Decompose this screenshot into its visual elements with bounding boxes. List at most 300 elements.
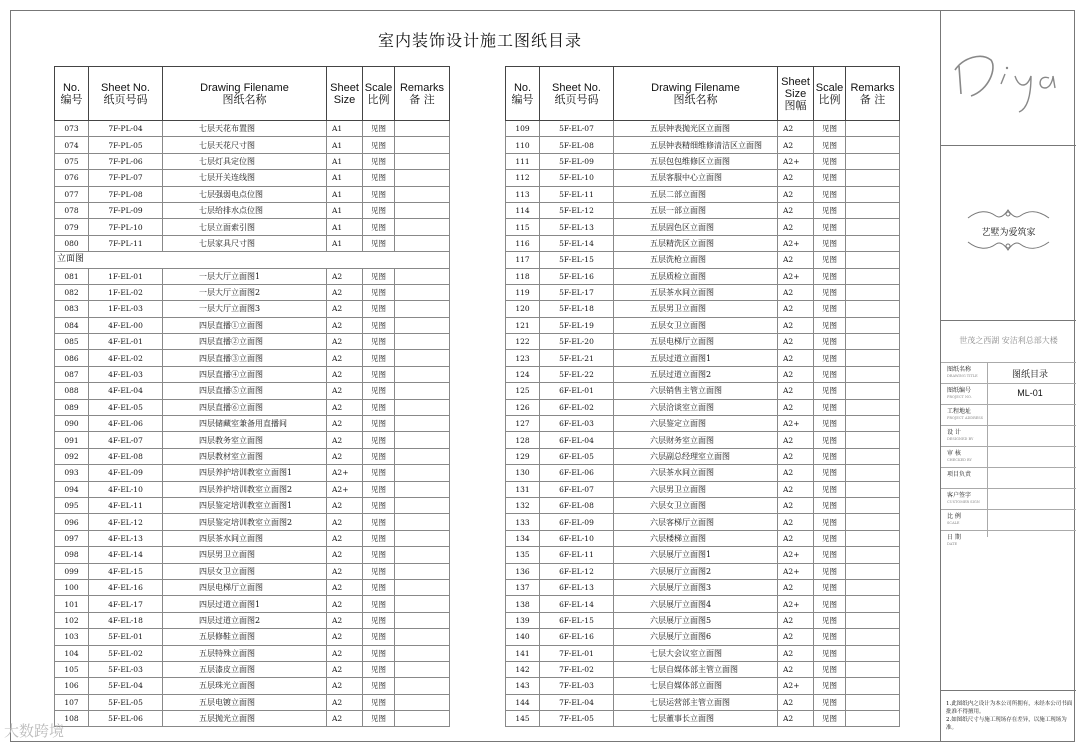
- table-row: [55, 202, 450, 218]
- cell-size: A2+: [778, 596, 814, 612]
- title-block-row: [941, 467, 1076, 488]
- cell-remarks: [395, 694, 450, 710]
- cell-size: A2: [778, 121, 814, 137]
- cell-sheet-no: 4F-EL-16: [89, 579, 163, 595]
- title-block-label-zh: 设 计: [947, 429, 961, 436]
- table-row: [506, 645, 900, 661]
- catalog-body-right: [506, 121, 900, 727]
- cell-scale: 见图: [814, 530, 846, 546]
- cell-no: 093: [55, 465, 89, 481]
- cell-remarks: [846, 268, 900, 284]
- cell-no: 104: [55, 645, 89, 661]
- cell-size: A2: [778, 170, 814, 186]
- cell-no: 108: [55, 711, 89, 727]
- cell-sheet-no: 6F-EL-16: [540, 629, 614, 645]
- col-header-scale: Scale 比例: [363, 67, 395, 121]
- cell-filename: 七层自媒体部立面图: [614, 678, 778, 694]
- cell-size: A2: [778, 448, 814, 464]
- cell-sheet-no: 1F-EL-02: [89, 284, 163, 300]
- cell-no: 115: [506, 219, 540, 235]
- table-row: [55, 268, 450, 284]
- table-row: [506, 284, 900, 300]
- cell-no: 111: [506, 153, 540, 169]
- cell-scale: 见图: [363, 530, 395, 546]
- cell-no: 101: [55, 596, 89, 612]
- cell-remarks: [846, 121, 900, 137]
- cell-remarks: [846, 612, 900, 628]
- table-row: [506, 235, 900, 251]
- cell-no: 134: [506, 530, 540, 546]
- cell-size: A2+: [327, 465, 363, 481]
- cell-size: A2: [778, 301, 814, 317]
- cell-size: A2+: [778, 268, 814, 284]
- cell-filename: 一层大厅立面图1: [163, 268, 327, 284]
- cell-sheet-no: 7F-PL-05: [89, 137, 163, 153]
- cell-scale: 见图: [363, 153, 395, 169]
- title-block-label-zh: 图纸编号: [947, 387, 972, 394]
- cell-no: 087: [55, 366, 89, 382]
- cell-sheet-no: 5F-EL-08: [540, 137, 614, 153]
- table-row: [506, 153, 900, 169]
- cell-remarks: [846, 186, 900, 202]
- table-row: [506, 399, 900, 415]
- cell-scale: 见图: [814, 235, 846, 251]
- cell-no: 092: [55, 448, 89, 464]
- cell-no: 079: [55, 219, 89, 235]
- cell-scale: 见图: [363, 645, 395, 661]
- cell-scale: 见图: [814, 661, 846, 677]
- cell-filename: 五层钟表精细维修清洁区立面图: [614, 137, 778, 153]
- cell-no: 098: [55, 547, 89, 563]
- cell-sheet-no: 5F-EL-21: [540, 350, 614, 366]
- cell-remarks: [395, 432, 450, 448]
- table-row: [55, 694, 450, 710]
- cell-size: A2: [327, 547, 363, 563]
- cell-no: 125: [506, 383, 540, 399]
- cell-remarks: [846, 301, 900, 317]
- cell-filename: 七层灯具定位图: [163, 153, 327, 169]
- cell-size: A1: [327, 121, 363, 137]
- cell-filename: 五层钟表抛光区立面图: [614, 121, 778, 137]
- cell-filename: 七层董事长立面图: [614, 711, 778, 727]
- cell-filename: 七层自媒体部主管立面图: [614, 661, 778, 677]
- note-2: 2.如图纸尺寸与施工现场存在差异，以施工现场为准。: [946, 717, 1067, 731]
- cell-size: A2: [327, 629, 363, 645]
- cell-remarks: [395, 268, 450, 284]
- cell-sheet-no: 6F-EL-13: [540, 579, 614, 595]
- cell-remarks: [395, 153, 450, 169]
- cell-scale: 见图: [814, 416, 846, 432]
- cell-scale: 见图: [814, 350, 846, 366]
- cell-size: A2: [778, 219, 814, 235]
- cell-sheet-no: 4F-EL-01: [89, 334, 163, 350]
- table-row: [506, 465, 900, 481]
- cell-no: 077: [55, 186, 89, 202]
- cell-remarks: [395, 579, 450, 595]
- cell-sheet-no: 4F-EL-04: [89, 383, 163, 399]
- cell-sheet-no: 5F-EL-05: [89, 694, 163, 710]
- table-row: [55, 465, 450, 481]
- cell-size: A2: [327, 399, 363, 415]
- table-row: [506, 219, 900, 235]
- cell-sheet-no: 6F-EL-07: [540, 481, 614, 497]
- table-row: [55, 514, 450, 530]
- table-row: [506, 596, 900, 612]
- cell-sheet-no: 4F-EL-09: [89, 465, 163, 481]
- cell-filename: 四层直播⑥立面图: [163, 399, 327, 415]
- cell-scale: 见图: [363, 350, 395, 366]
- cell-size: A2: [778, 137, 814, 153]
- cell-scale: 见图: [363, 202, 395, 218]
- cell-filename: 四层茶水间立面图: [163, 530, 327, 546]
- cell-filename: 六层财务室立面图: [614, 432, 778, 448]
- cell-scale: 见图: [363, 612, 395, 628]
- cell-filename: 四层直播⑤立面图: [163, 383, 327, 399]
- cell-sheet-no: 7F-EL-04: [540, 694, 614, 710]
- table-row: [55, 432, 450, 448]
- cell-scale: 见图: [814, 465, 846, 481]
- cell-no: 132: [506, 497, 540, 513]
- cell-filename: 四层女卫立面图: [163, 563, 327, 579]
- cell-size: A2: [778, 383, 814, 399]
- cell-scale: 见图: [363, 563, 395, 579]
- cell-scale: 见图: [363, 301, 395, 317]
- cell-no: 131: [506, 481, 540, 497]
- table-row: [55, 596, 450, 612]
- cell-size: A2: [327, 416, 363, 432]
- cell-scale: 见图: [814, 137, 846, 153]
- watermark: 大数跨境: [4, 723, 65, 740]
- title-block-row: [941, 488, 1076, 509]
- cell-no: 102: [55, 612, 89, 628]
- cell-no: 090: [55, 416, 89, 432]
- cell-size: A1: [327, 153, 363, 169]
- cell-filename: 四层教务室立面图: [163, 432, 327, 448]
- title-block-row: [941, 446, 1076, 467]
- title-block-grid: [941, 362, 1076, 551]
- cell-size: A2: [327, 514, 363, 530]
- cell-no: 137: [506, 579, 540, 595]
- cell-remarks: [395, 137, 450, 153]
- cell-remarks: [846, 383, 900, 399]
- cell-sheet-no: 5F-EL-11: [540, 186, 614, 202]
- cell-no: 096: [55, 514, 89, 530]
- table-row: [506, 350, 900, 366]
- cell-no: 129: [506, 448, 540, 464]
- table-row: [506, 202, 900, 218]
- cell-remarks: [395, 383, 450, 399]
- cell-scale: 见图: [814, 678, 846, 694]
- cell-filename: 四层电梯厅立面图: [163, 579, 327, 595]
- section-row: [55, 252, 450, 268]
- cell-filename: 四层鉴定培训教室立面图2: [163, 514, 327, 530]
- cell-remarks: [846, 137, 900, 153]
- cell-no: 088: [55, 383, 89, 399]
- cell-sheet-no: 5F-EL-02: [89, 645, 163, 661]
- cell-filename: 七层开关连线图: [163, 170, 327, 186]
- cell-no: 112: [506, 170, 540, 186]
- col-header-remarks: Remarks 备 注: [395, 67, 450, 121]
- catalog-body-left: [55, 121, 450, 727]
- cell-filename: 一层大厅立面图3: [163, 301, 327, 317]
- cell-filename: 五层漆皮立面图: [163, 661, 327, 677]
- cell-scale: 见图: [814, 219, 846, 235]
- cell-remarks: [846, 366, 900, 382]
- cell-scale: 见图: [814, 399, 846, 415]
- cell-sheet-no: 5F-EL-09: [540, 153, 614, 169]
- cell-sheet-no: 7F-EL-01: [540, 645, 614, 661]
- cell-no: 082: [55, 284, 89, 300]
- cell-remarks: [846, 530, 900, 546]
- title-block-row: [941, 509, 1076, 530]
- cell-scale: 见图: [814, 711, 846, 727]
- cell-sheet-no: 4F-EL-10: [89, 481, 163, 497]
- title-block-label: [947, 492, 985, 506]
- cell-remarks: [846, 465, 900, 481]
- project-name: 世茂之西湖 安洁利总部大楼: [959, 336, 1058, 345]
- cell-size: A1: [327, 170, 363, 186]
- cell-no: 128: [506, 432, 540, 448]
- cell-remarks: [395, 547, 450, 563]
- cell-remarks: [846, 579, 900, 595]
- title-block-label: [947, 450, 985, 464]
- table-row: [506, 432, 900, 448]
- table-row: [55, 645, 450, 661]
- cell-filename: 四层教材室立面图: [163, 448, 327, 464]
- table-row: [506, 678, 900, 694]
- catalog-table-left: [54, 66, 450, 727]
- cell-size: A1: [327, 219, 363, 235]
- cell-sheet-no: 4F-EL-00: [89, 317, 163, 333]
- cell-remarks: [846, 202, 900, 218]
- cell-scale: 见图: [814, 153, 846, 169]
- cell-sheet-no: 5F-EL-14: [540, 235, 614, 251]
- title-block-label-en: PROJECT ADDRESS: [947, 416, 984, 420]
- cell-filename: 五层特殊立面图: [163, 645, 327, 661]
- cell-scale: 见图: [814, 252, 846, 268]
- cell-no: 073: [55, 121, 89, 137]
- cell-size: A2+: [778, 235, 814, 251]
- cell-remarks: [395, 121, 450, 137]
- table-row: [506, 530, 900, 546]
- cell-sheet-no: 7F-EL-05: [540, 711, 614, 727]
- cell-size: A2: [327, 497, 363, 513]
- cell-no: 081: [55, 268, 89, 284]
- cell-sheet-no: 6F-EL-06: [540, 465, 614, 481]
- cell-scale: 见图: [363, 481, 395, 497]
- table-row: [55, 383, 450, 399]
- table-row: [506, 121, 900, 137]
- ornament-top-icon: [966, 208, 1051, 222]
- cell-remarks: [846, 448, 900, 464]
- cell-sheet-no: 7F-EL-02: [540, 661, 614, 677]
- cell-remarks: [395, 497, 450, 513]
- cell-no: 126: [506, 399, 540, 415]
- cell-remarks: [395, 170, 450, 186]
- cell-size: A2: [327, 596, 363, 612]
- cell-scale: 见图: [814, 629, 846, 645]
- cell-sheet-no: 5F-EL-06: [89, 711, 163, 727]
- cell-filename: 一层大厅立面图2: [163, 284, 327, 300]
- cell-size: A2: [327, 301, 363, 317]
- title-block-label: [947, 471, 985, 478]
- cell-size: A2: [778, 317, 814, 333]
- col-header-filename: Drawing Filename 图纸名称: [163, 67, 327, 121]
- cell-sheet-no: 6F-EL-12: [540, 563, 614, 579]
- cell-size: A2: [778, 694, 814, 710]
- cell-no: 084: [55, 317, 89, 333]
- cell-scale: 见图: [814, 121, 846, 137]
- cell-filename: 五层包包维修区立面图: [614, 153, 778, 169]
- table-row: [506, 301, 900, 317]
- cell-sheet-no: 6F-EL-09: [540, 514, 614, 530]
- title-block-value: 图纸目录: [1011, 369, 1048, 379]
- cell-size: A2: [778, 186, 814, 202]
- cell-size: A1: [327, 186, 363, 202]
- cell-sheet-no: 5F-EL-01: [89, 629, 163, 645]
- cell-filename: 五层过道立面图2: [614, 366, 778, 382]
- cell-scale: 见图: [814, 432, 846, 448]
- cell-size: A2: [778, 252, 814, 268]
- table-row: [55, 678, 450, 694]
- cell-remarks: [395, 448, 450, 464]
- table-row: [506, 448, 900, 464]
- cell-filename: 六层展厅立面图1: [614, 547, 778, 563]
- cell-filename: 六层展厅立面图6: [614, 629, 778, 645]
- cell-remarks: [395, 563, 450, 579]
- cell-sheet-no: 6F-EL-03: [540, 416, 614, 432]
- cell-sheet-no: 5F-EL-15: [540, 252, 614, 268]
- catalog-table-right: [505, 66, 900, 727]
- title-block-label-zh: 比 例: [947, 513, 961, 520]
- cell-sheet-no: 1F-EL-03: [89, 301, 163, 317]
- cell-no: 122: [506, 334, 540, 350]
- cell-filename: 七层强弱电点位图: [163, 186, 327, 202]
- col-header-sheet-no: Sheet No. 纸页号码: [89, 67, 163, 121]
- cell-sheet-no: 4F-EL-17: [89, 596, 163, 612]
- cell-size: A2+: [778, 563, 814, 579]
- cell-filename: 六层展厅立面图4: [614, 596, 778, 612]
- cell-filename: 六层客梯厅立面图: [614, 514, 778, 530]
- cell-remarks: [395, 711, 450, 727]
- cell-remarks: [395, 317, 450, 333]
- cell-no: 130: [506, 465, 540, 481]
- cell-scale: 见图: [363, 268, 395, 284]
- cell-sheet-no: 6F-EL-10: [540, 530, 614, 546]
- cell-scale: 见图: [814, 334, 846, 350]
- title-block-label: [947, 534, 985, 548]
- table-row: [55, 235, 450, 251]
- cell-size: A2: [327, 645, 363, 661]
- cell-filename: 六层女卫立面图: [614, 497, 778, 513]
- cell-remarks: [846, 334, 900, 350]
- title-block-row: [941, 425, 1076, 446]
- cell-no: 109: [506, 121, 540, 137]
- cell-scale: 见图: [363, 219, 395, 235]
- cell-sheet-no: 4F-EL-03: [89, 366, 163, 382]
- cell-remarks: [846, 711, 900, 727]
- cell-size: A2+: [778, 153, 814, 169]
- cell-filename: 六层鉴定立面图: [614, 416, 778, 432]
- cell-scale: 见图: [814, 448, 846, 464]
- cell-scale: 见图: [363, 448, 395, 464]
- cell-size: A2: [778, 711, 814, 727]
- diya-logo: [941, 30, 1076, 130]
- cell-remarks: [846, 645, 900, 661]
- cell-filename: 六层洽谈室立面图: [614, 399, 778, 415]
- title-block-row: [941, 530, 1076, 551]
- table-row: [506, 481, 900, 497]
- cell-scale: 见图: [363, 284, 395, 300]
- cell-size: A2: [778, 465, 814, 481]
- cell-size: A2: [327, 579, 363, 595]
- cell-filename: 四层过道立面图2: [163, 612, 327, 628]
- cell-filename: 六层展厅立面图3: [614, 579, 778, 595]
- col-header-size: Sheet Size: [327, 67, 363, 121]
- cell-remarks: [846, 284, 900, 300]
- table-row: [55, 334, 450, 350]
- cell-filename: 七层天花尺寸图: [163, 137, 327, 153]
- table-row: [506, 547, 900, 563]
- cell-no: 085: [55, 334, 89, 350]
- cell-size: A2: [327, 366, 363, 382]
- title-block-label-en: PROJECT NO.: [947, 395, 972, 399]
- cell-remarks: [846, 399, 900, 415]
- cell-remarks: [846, 678, 900, 694]
- cell-remarks: [395, 416, 450, 432]
- cell-remarks: [395, 284, 450, 300]
- table-row: [506, 334, 900, 350]
- cell-size: A2: [327, 383, 363, 399]
- cell-sheet-no: 4F-EL-18: [89, 612, 163, 628]
- table-row: [506, 366, 900, 382]
- cell-size: A2: [327, 661, 363, 677]
- cell-sheet-no: 5F-EL-20: [540, 334, 614, 350]
- table-row: [506, 497, 900, 513]
- cell-filename: 五层固色区立面图: [614, 219, 778, 235]
- cell-size: A2: [778, 661, 814, 677]
- cell-scale: 见图: [814, 579, 846, 595]
- cell-sheet-no: 4F-EL-15: [89, 563, 163, 579]
- cell-scale: 见图: [814, 547, 846, 563]
- table-row: [55, 497, 450, 513]
- cell-scale: 见图: [814, 202, 846, 218]
- table-row: [55, 530, 450, 546]
- table-row: [506, 416, 900, 432]
- cell-scale: 见图: [363, 317, 395, 333]
- title-block-row: [941, 404, 1076, 425]
- cell-filename: 七层家具尺寸图: [163, 235, 327, 251]
- title-block-label-en: SCALE: [947, 521, 960, 525]
- title-block-row: [941, 362, 1076, 383]
- table-row: [55, 170, 450, 186]
- cell-sheet-no: 6F-EL-14: [540, 596, 614, 612]
- cell-filename: 六层副总经理室立面图: [614, 448, 778, 464]
- section-label: 立面图: [55, 252, 450, 268]
- cell-size: A2: [778, 645, 814, 661]
- cell-size: A2: [327, 563, 363, 579]
- cell-remarks: [846, 416, 900, 432]
- title-block-label-zh: 图纸名称: [947, 366, 972, 373]
- cell-sheet-no: 6F-EL-02: [540, 399, 614, 415]
- cell-filename: 六层茶水间立面图: [614, 465, 778, 481]
- cell-no: 105: [55, 661, 89, 677]
- cell-no: 113: [506, 186, 540, 202]
- cell-remarks: [846, 661, 900, 677]
- cell-size: A2: [327, 268, 363, 284]
- cell-sheet-no: 5F-EL-16: [540, 268, 614, 284]
- cell-scale: 见图: [814, 481, 846, 497]
